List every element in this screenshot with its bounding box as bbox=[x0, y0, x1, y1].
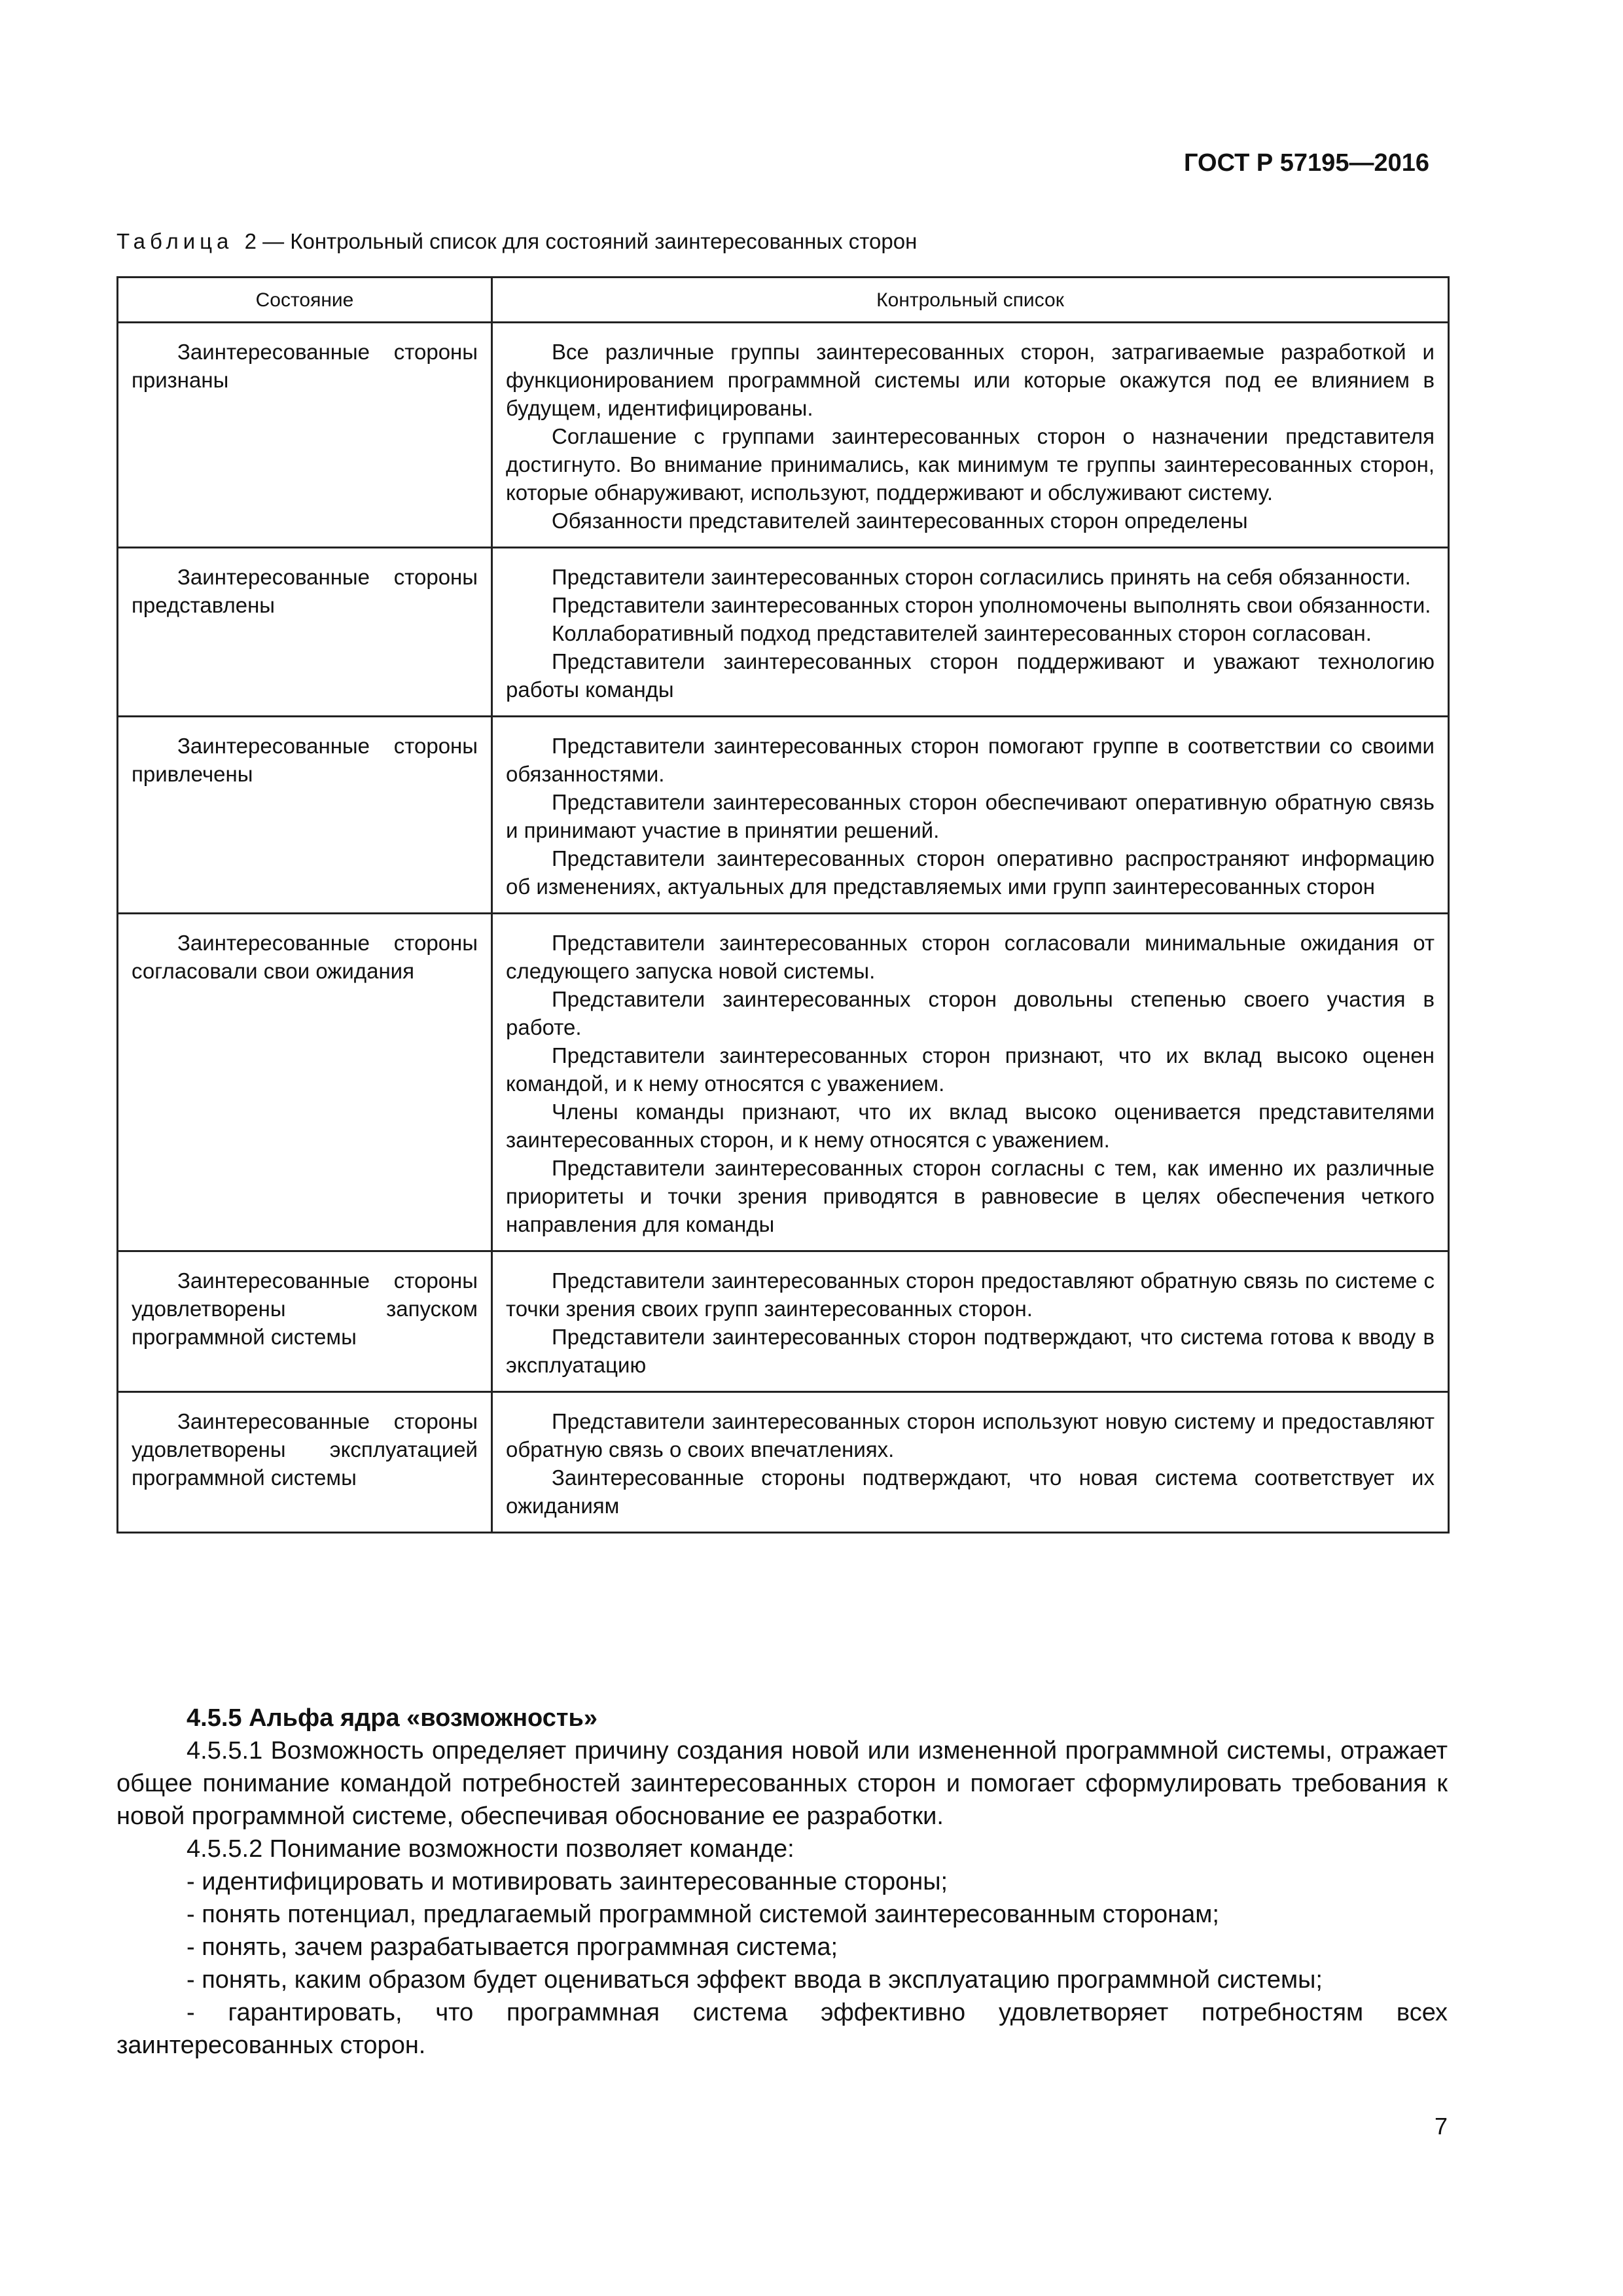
checklist-cell bbox=[492, 1392, 1449, 1533]
table-caption-label: Таблица bbox=[116, 229, 234, 253]
checklist-item: Члены команды признают, что их вклад высоко оценивается представителями заинтересованных сторон, и к нему относятся с уважением. bbox=[506, 1100, 1435, 1152]
state-cell bbox=[118, 323, 492, 548]
table-row bbox=[118, 914, 1449, 1251]
checklist-item: Соглашение с группами заинтересованных сторон о назначении представителя достигнуто. Во внимание принимались, как минимум те группы заинтересованных сторон, которые обнаруживают, используют, поддерживают и обслуживают систему. bbox=[506, 424, 1435, 505]
state-text: Заинтересованные стороны согласовали свои ожидания bbox=[132, 931, 478, 983]
table-row bbox=[118, 1251, 1449, 1392]
page-number: 7 bbox=[1434, 2113, 1448, 2140]
checklist-item: Представители заинтересованных сторон признают, что их вклад высоко оценен командой, и к нему относятся с уважением. bbox=[506, 1043, 1435, 1096]
checklist-item: Представители заинтересованных сторон согласны с тем, как именно их различные приоритеты и точки зрения приводятся в равновесие в целях обеспечения четкого направления для команды bbox=[506, 1156, 1435, 1236]
table-body bbox=[118, 323, 1449, 1533]
checklist-cell bbox=[492, 548, 1449, 717]
checklist-item: Представители заинтересованных сторон оперативно распространяют информацию об изменениях, актуальных для представляемых ими групп заинтересованных сторон bbox=[506, 846, 1435, 899]
checklist-item: Представители заинтересованных сторон используют новую систему и предоставляют обратную связь о своих впечатлениях. bbox=[506, 1409, 1435, 1462]
checklist-cell bbox=[492, 717, 1449, 914]
state-cell bbox=[118, 914, 492, 1251]
state-text: Заинтересованные стороны привлечены bbox=[132, 734, 478, 786]
table-header-row bbox=[118, 278, 1449, 323]
table-caption-text: 2 — Контрольный список для состояний заинтересованных сторон bbox=[244, 229, 918, 253]
checklist-item: Представители заинтересованных сторон подтверждают, что система готова к вводу в эксплуатацию bbox=[506, 1325, 1435, 1377]
stakeholder-checklist-table bbox=[116, 276, 1450, 1534]
checklist-item: Представители заинтересованных сторон помогают группе в соответствии со своими обязанностями. bbox=[506, 734, 1435, 786]
checklist-cell bbox=[492, 323, 1449, 548]
state-text: Заинтересованные стороны удовлетворены эксплуатацией программной системы bbox=[132, 1409, 478, 1490]
checklist-item: Представители заинтересованных сторон довольны степенью своего участия в работе. bbox=[506, 987, 1435, 1039]
column-header-state: Состояние bbox=[118, 278, 492, 323]
state-cell bbox=[118, 717, 492, 914]
table-row bbox=[118, 717, 1449, 914]
section-heading: 4.5.5 Альфа ядра «возможность» bbox=[187, 1704, 597, 1732]
document-number: ГОСТ Р 57195—2016 bbox=[1184, 149, 1429, 177]
checklist-item: Обязанности представителей заинтересованных сторон определены bbox=[552, 509, 1248, 533]
list-item: - идентифицировать и мотивировать заинтересованные стороны; bbox=[187, 1868, 948, 1895]
list-item: - гарантировать, что программная система эффективно удовлетворяет потребностям всех заинтересованных сторон. bbox=[116, 1999, 1448, 2059]
state-cell bbox=[118, 548, 492, 717]
checklist-item: Коллаборативный подход представителей заинтересованных сторон согласован. bbox=[552, 621, 1372, 645]
state-text: Заинтересованные стороны признаны bbox=[132, 340, 478, 392]
checklist-cell bbox=[492, 914, 1449, 1251]
state-text: Заинтересованные стороны удовлетворены запуском программной системы bbox=[132, 1268, 478, 1349]
table-row bbox=[118, 323, 1449, 548]
checklist-item: Все различные группы заинтересованных сторон, затрагиваемые разработкой и функционированием программной системы или которые окажутся под ее влиянием в будущем, идентифицированы. bbox=[506, 340, 1435, 420]
state-cell bbox=[118, 1251, 492, 1392]
list-item: - понять потенциал, предлагаемый программной системой заинтересованным сторонам; bbox=[187, 1901, 1219, 1928]
list-item: - понять, зачем разрабатывается программная система; bbox=[187, 1933, 838, 1961]
checklist-item: Представители заинтересованных сторон поддерживают и уважают технологию работы команды bbox=[506, 649, 1435, 702]
checklist-item: Представители заинтересованных сторон согласились принять на себя обязанности. bbox=[552, 565, 1411, 589]
paragraph: 4.5.5.2 Понимание возможности позволяет команде: bbox=[187, 1835, 794, 1863]
checklist-item: Заинтересованные стороны подтверждают, что новая система соответствует их ожиданиям bbox=[506, 1465, 1435, 1518]
paragraph: 4.5.5.1 Возможность определяет причину создания новой или измененной программной системы, отражает общее понимание командой потребностей заинтересованных сторон и помогает сформулировать требования к новой программной системе, обеспечивая обоснование ее разработки. bbox=[116, 1737, 1448, 1830]
checklist-item: Представители заинтересованных сторон согласовали минимальные ожидания от следующего запуска новой системы. bbox=[506, 931, 1435, 983]
column-header-checklist: Контрольный список bbox=[492, 278, 1449, 323]
checklist-item: Представители заинтересованных сторон обеспечивают оперативную обратную связь и принимают участие в принятии решений. bbox=[506, 790, 1435, 842]
list-item: - понять, каким образом будет оцениваться эффект ввода в эксплуатацию программной системы; bbox=[187, 1966, 1323, 1994]
state-cell bbox=[118, 1392, 492, 1533]
table-row bbox=[118, 548, 1449, 717]
table-row bbox=[118, 1392, 1449, 1533]
section-4-5-5 bbox=[116, 1702, 1448, 2062]
state-text: Заинтересованные стороны представлены bbox=[132, 565, 478, 617]
checklist-cell bbox=[492, 1251, 1449, 1392]
checklist-item: Представители заинтересованных сторон предоставляют обратную связь по системе с точки зрения своих групп заинтересованных сторон. bbox=[506, 1268, 1435, 1321]
table-caption bbox=[116, 229, 917, 254]
checklist-item: Представители заинтересованных сторон уполномочены выполнять свои обязанности. bbox=[552, 593, 1431, 617]
